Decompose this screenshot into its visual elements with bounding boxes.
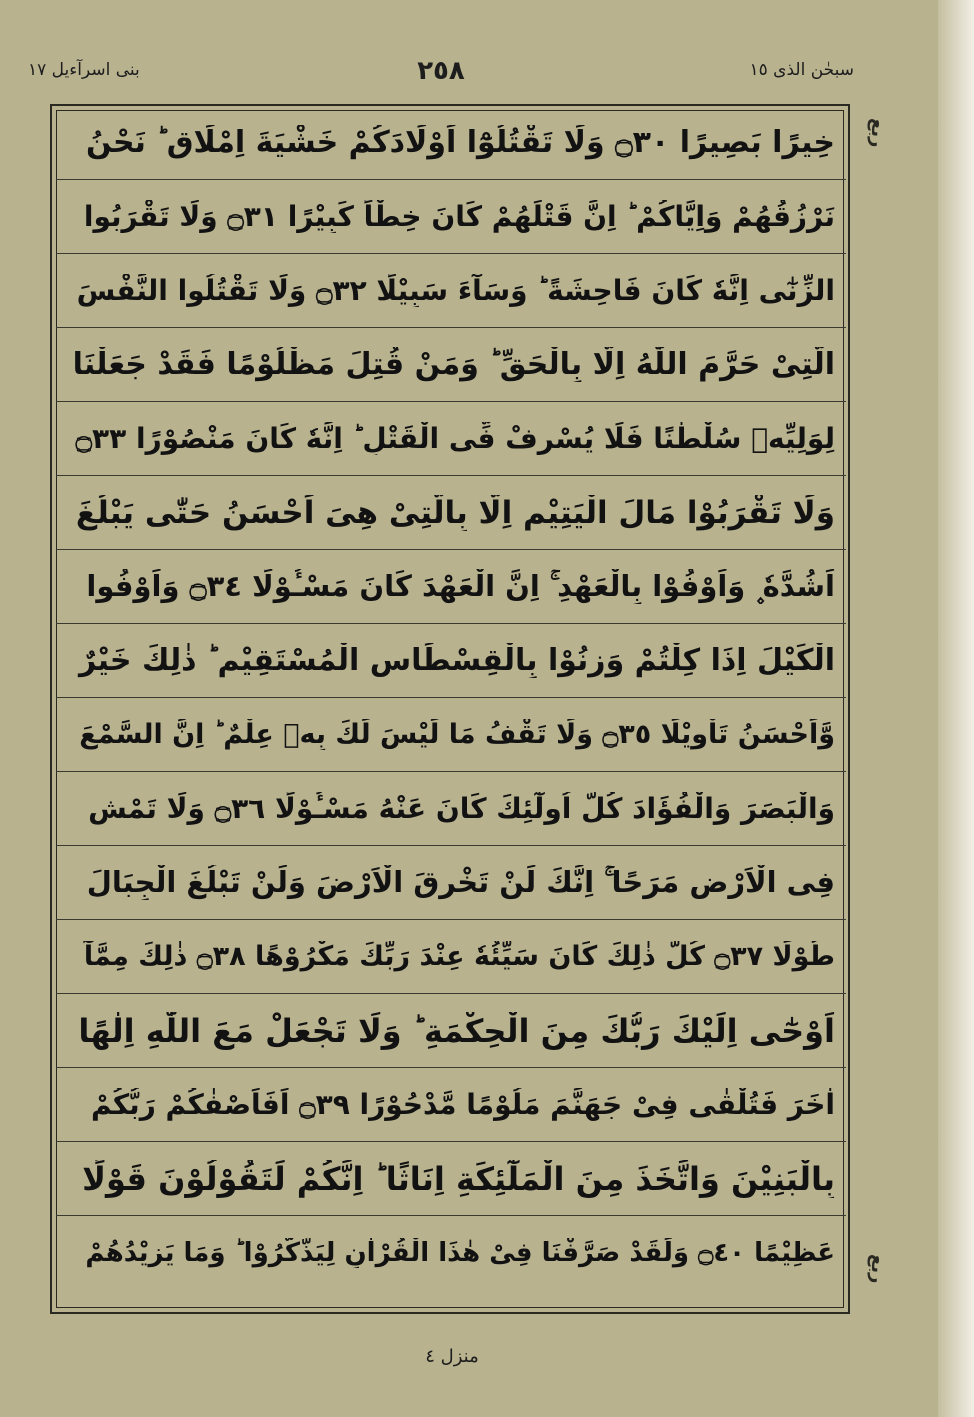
page-header (28, 56, 854, 96)
text-line (56, 1068, 846, 1142)
text-line (56, 846, 846, 920)
line-text: لِوَلِيِّهٖ سُلْطٰنًا فَلَا يُسْرِفْ فِّى الْقَتْلِ ؕ اِنَّهٗ كَانَ مَنْصُوْرًا ۝٣٣ (75, 422, 835, 455)
text-line (56, 698, 846, 772)
line-text: وَّاَحْسَنُ تَاْوِيْلًا ۝٣٥ وَلَا تَقْفُ مَا لَيْسَ لَكَ بِهٖ عِلْمٌ ؕ اِنَّ السَّمْعَ (79, 719, 835, 750)
ruku-marker-top: ربع (867, 118, 888, 148)
text-line (56, 1216, 846, 1290)
juz-name-header: سبحٰن الذی ١٥ (749, 60, 854, 80)
line-text: طُوْلًا ۝٣٧ كُلُّ ذٰلِكَ كَانَ سَيِّئُهٗ عِنْدَ رَبِّكَ مَكْرُوْهًا ۝٣٨ ذٰلِكَ مِمَّآ (83, 941, 835, 972)
line-text: وَلَا تَقْرَبُوْا مَالَ الْيَتِيْمِ اِلَّا بِالَّتِىْ هِىَ اَحْسَنُ حَتّٰى يَبْلُغَ (75, 494, 835, 531)
page-number: ٢٥٨ (417, 56, 465, 86)
line-text: اٰخَرَ فَتُلْقٰى فِىْ جَهَنَّمَ مَلُوْمًا مَّدْحُوْرًا ۝٣٩ اَفَاَصْفٰكُمْ رَبُّكُمْ (90, 1088, 835, 1121)
line-text: بِالْبَنِيْنَ وَاتَّخَذَ مِنَ الْمَلٰٓئِكَةِ اِنَاثًا ؕ اِنَّكُمْ لَتَقُوْلُوْنَ قَوْلًا (82, 1159, 835, 1198)
line-text: خِيرًا بَصِيرًا ۝٣٠ وَلَا تَقْتُلُوْٓا اَوْلَادَكُمْ خَشْيَةَ اِمْلَاقٍ ؕ نَحْنُ (85, 125, 835, 160)
text-line (56, 624, 846, 698)
line-text: الَّتِىْ حَرَّمَ اللّٰهُ اِلَّا بِالْحَقِّ ؕ وَمَنْ قُتِلَ مَظْلُوْمًا فَقَدْ جَعَلْنَا (72, 347, 835, 382)
manzil-footer: منزل ٤ (425, 1346, 479, 1367)
text-line (56, 772, 846, 846)
text-line (56, 550, 846, 624)
line-text: اَشُدَّهٗ ۪ وَاَوْفُوْا بِالْعَهْدِ ۚ اِنَّ الْعَهْدَ كَانَ مَسْـُٔوْلًا ۝٣٤ وَاَوْفُوا (86, 569, 835, 603)
line-text: عَظِيْمًا ۝٤٠ وَلَقَدْ صَرَّفْنَا فِىْ هٰذَا الْقُرْاٰنِ لِيَذَّكَّرُوْا ؕ وَمَا يَزِيْدُهُمْ (85, 1238, 835, 1268)
line-text: وَالْبَصَرَ وَالْفُؤَادَ كُلُّ اُولٰٓئِكَ كَانَ عَنْهُ مَسْـُٔوْلًا ۝٣٦ وَلَا تَمْشِ (88, 792, 835, 825)
text-line (56, 476, 846, 550)
line-text: فِى الْاَرْضِ مَرَحًا ۚ اِنَّكَ لَنْ تَخْرِقَ الْاَرْضَ وَلَنْ تَبْلُغَ الْجِبَالَ (86, 865, 835, 899)
text-line (56, 180, 846, 254)
text-line (56, 994, 846, 1068)
text-line (56, 1142, 846, 1216)
text-line (56, 254, 846, 328)
surah-name-header: بنی اسرآءیل ١٧ (28, 60, 140, 80)
text-line (56, 328, 846, 402)
verse-lines (56, 106, 846, 1310)
ruku-marker-bottom: ربع (867, 1254, 888, 1284)
text-line (56, 106, 846, 180)
line-text: الزِّنٰٓى اِنَّهٗ كَانَ فَاحِشَةً ؕ وَسَآءَ سَبِيْلًا ۝٣٢ وَلَا تَقْتُلُوا النَّفْسَ (76, 274, 835, 307)
line-text: الْكَيْلَ اِذَا كِلْتُمْ وَزِنُوْا بِالْقِسْطَاسِ الْمُسْتَقِيْمِ ؕ ذٰلِكَ خَيْرٌ (79, 643, 835, 678)
line-text: نَرْزُقُهُمْ وَاِيَّاكُمْ ؕ اِنَّ قَتْلَهُمْ كَانَ خِطْاً كَبِيْرًا ۝٣١ وَلَا تَقْرَبُوا (83, 200, 835, 233)
text-line (56, 920, 846, 994)
line-text: اَوْحٰٓى اِلَيْكَ رَبُّكَ مِنَ الْحِكْمَةِ ؕ وَلَا تَجْعَلْ مَعَ اللّٰهِ اِلٰهًا (78, 1011, 835, 1050)
text-line (56, 402, 846, 476)
